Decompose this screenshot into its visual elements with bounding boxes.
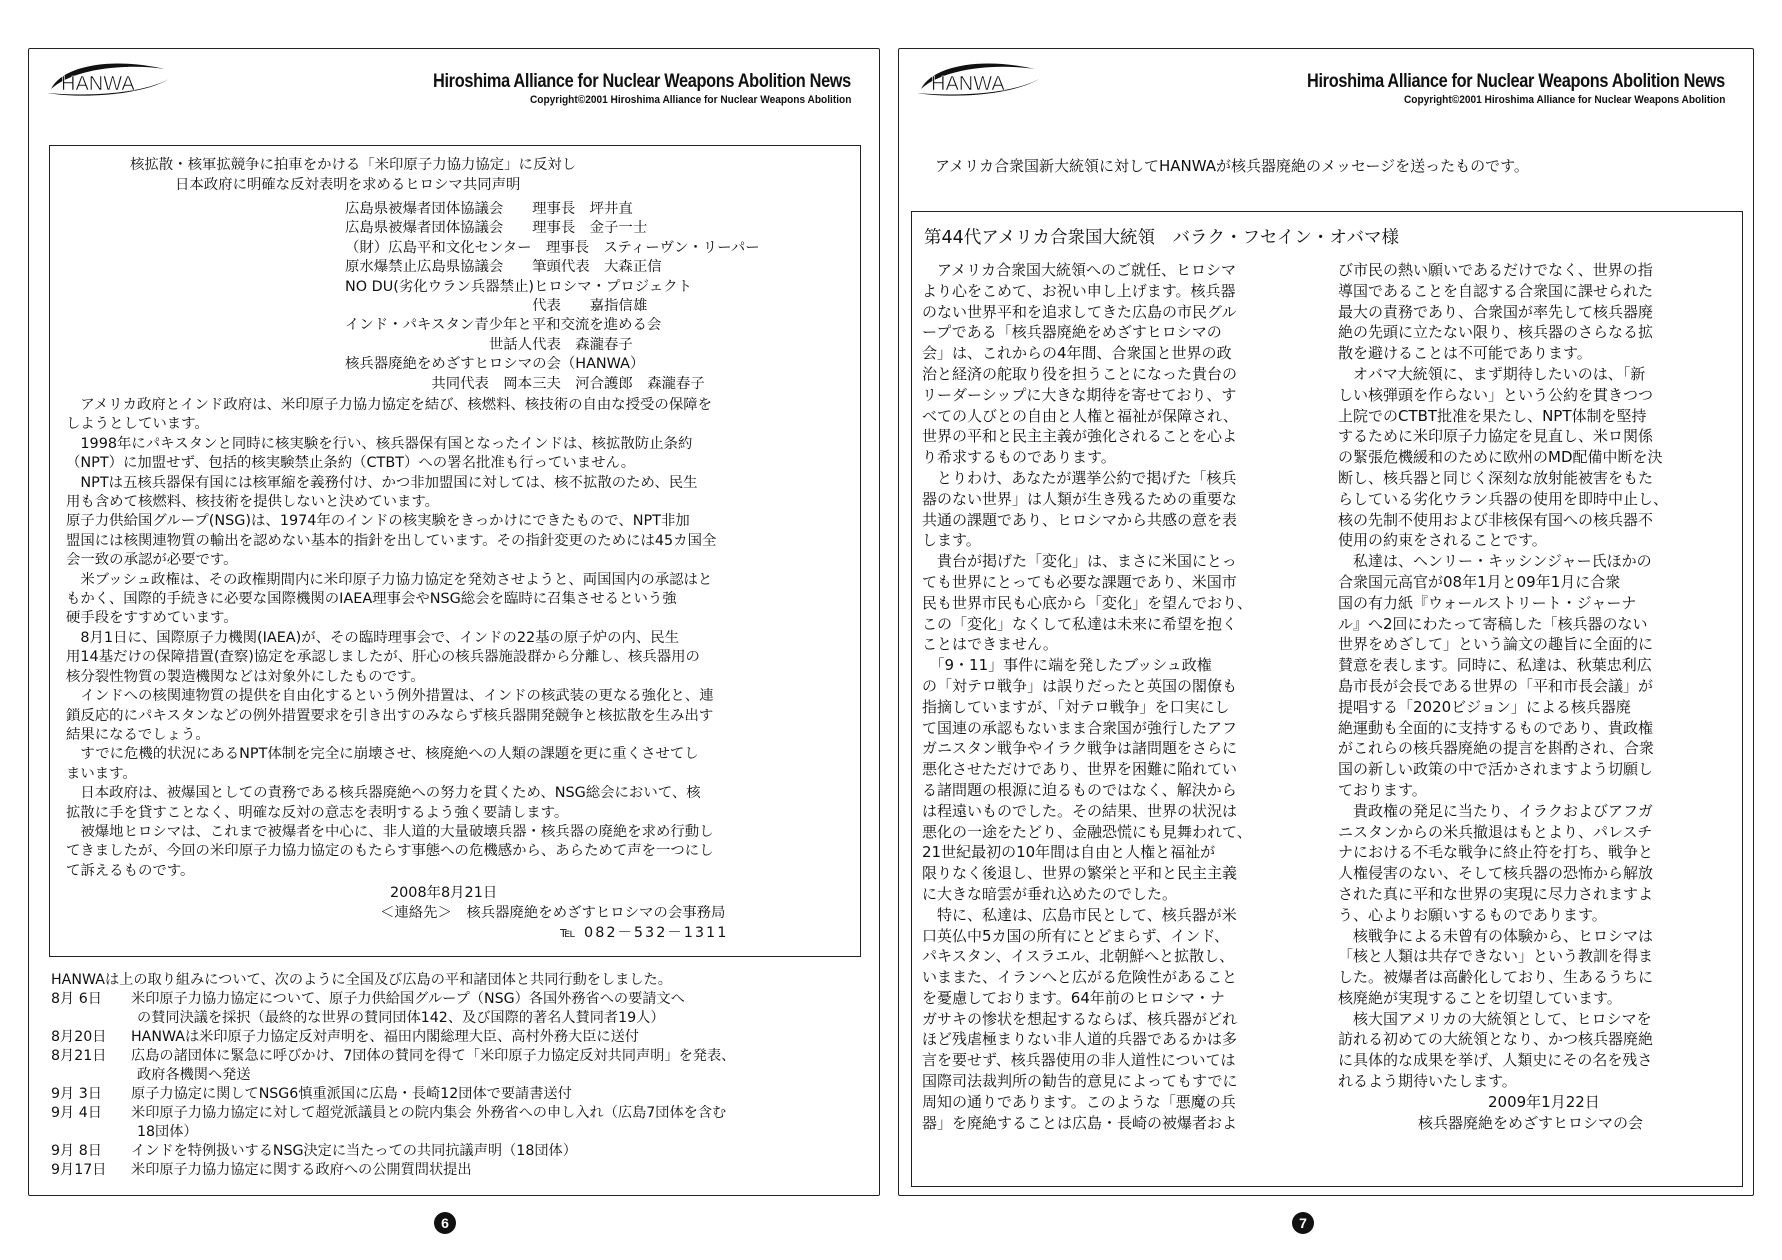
actions-intro: HANWAは上の取り組みについて、次のように全国及び広島の平和諸団体と共同行動をしました。 <box>51 972 672 988</box>
letter-signature: 核兵器廃絶をめざすヒロシマの会 <box>1418 1113 1644 1132</box>
letter-column-right <box>1338 260 1668 1133</box>
letter-line: ほど残虐極まりない非人道的兵器であるかは多 <box>922 1030 1238 1049</box>
letter-line: 私達は、ヘンリー・キッシンジャー氏ほかの <box>1338 552 1652 571</box>
action-text: 政府各機関へ発送 <box>137 1067 251 1083</box>
body-line: もかく、国際的手続きに必要な国際機関のIAEA理事会やNSG総会を臨時に召集させるという強 <box>66 591 677 608</box>
letter-line: 散を避けることは不可能であります。 <box>1338 344 1592 363</box>
body-line: 結果になるでしょう。 <box>66 726 210 743</box>
body-line: 米ブッシュ政権は、その政権期間内に米印原子力協力協定を発効させようと、両国国内の承認はと <box>66 571 713 588</box>
statement-contact: ＜連絡先＞ 核兵器廃絶をめざすヒロシマの会事務局 <box>380 905 726 921</box>
letter-line: 核戦争による未曾有の体験から、ヒロシマは <box>1338 926 1654 945</box>
page-7 <box>898 48 1754 1196</box>
letter-line: 絶の先頭に立たない限り、核兵器のさらなる拡 <box>1338 323 1654 342</box>
letter-line: 使用の約束をされることです。 <box>1338 531 1547 550</box>
action-date: 8月 6日 <box>51 991 102 1007</box>
letter-column-left <box>922 260 1252 1133</box>
signatory: 代表 嘉指信雄 <box>345 298 648 315</box>
hanwa-logo <box>913 59 1043 99</box>
page-6 <box>28 48 880 1196</box>
statement-title-line-1: 核拡散・核軍拡競争に拍車をかける「米印原子力協力協定」に反対し <box>130 157 577 173</box>
body-line: 会一致の承認が必要です。 <box>66 552 238 569</box>
letter-line: に具体的な成果を挙げ、人類史にその名を残さ <box>1338 1051 1653 1070</box>
body-line: 被爆地ヒロシマは、これまで被爆者を中心に、非人道的大量破壊兵器・核兵器の廃絶を求め行動し <box>66 823 714 840</box>
letter-line: らしている劣化ウラン兵器の使用を即時中止し、 <box>1338 489 1669 508</box>
signatory: 原水爆禁止広島県協議会 筆頭代表 大森正信 <box>345 259 662 276</box>
signatory: インド・パキスタン青少年と平和交流を進める会 <box>345 317 662 334</box>
letter-line: リーダーシップに大きな期待を寄せており、す <box>922 385 1237 404</box>
letter-line: 島市長が会長である世界の「平和市長会議」が <box>1338 676 1654 695</box>
letter-line: 賛意を表します。同時に、私達は、秋葉忠利広 <box>1338 656 1652 675</box>
letter-line: 断し、核兵器と同じく深刻な放射能被害をもた <box>1338 468 1654 487</box>
letter-line: 国の新しい政策の中で活かされますよう切願し <box>1338 760 1654 779</box>
action-text: の賛同決議を採択（最終的な世界の賛同団体142、及び国際的著名人賛同者19人） <box>137 1010 665 1026</box>
newsletter-title: Hiroshima Alliance for Nuclear Weapons Abolition News <box>1307 71 1725 92</box>
letter-line: 核大国アメリカの大統領として、ヒロシマを <box>1338 1009 1652 1028</box>
statement-title-line-2: 日本政府に明確な反対表明を求めるヒロシマ共同声明 <box>175 177 521 193</box>
body-line: て訴えるものです。 <box>66 862 195 879</box>
letter-line: がこれらの核兵器廃絶の提言を斟酌され、合衆 <box>1338 739 1654 758</box>
copyright: Copyright©2001 Hiroshima Alliance for Nuclear Weapons Abolition <box>1403 94 1725 106</box>
letter-line: 器」を廃絶することは広島・長崎の被爆者およ <box>922 1113 1238 1132</box>
body-line: すでに危機的状況にあるNPT体制を完全に崩壊させ、核廃絶への人類の課題を更に重くさせてし <box>66 746 699 763</box>
logo-text: HANWA <box>61 73 135 95</box>
letter-line: 合衆国元高官が08年1月と09年1月に合衆 <box>1338 572 1621 591</box>
letter-line: に大きな暗雲が垂れ込めたのでした。 <box>922 884 1178 903</box>
letter-line: 貴政権の発足に当たり、イラクおよびアフガ <box>1338 801 1653 820</box>
action-date: 9月 3日 <box>51 1086 102 1102</box>
letter-line: れるよう期待いたします。 <box>1338 1072 1517 1091</box>
letter-line: ニスタンからの米兵撤退はもとより、パレスチ <box>1338 822 1653 841</box>
letter-line: 共通の課題であり、ヒロシマから共感の意を表 <box>922 510 1238 529</box>
body-line: てきましたが、今回の米印原子力協力協定のもたらす事態への危機感から、あらためて声を一つにし <box>66 843 714 860</box>
letter-line: 提唱する「2020ビジョン」による核兵器廃 <box>1338 697 1631 716</box>
letter-line: 器のない世界」は人類が生き残るための重要な <box>922 489 1238 508</box>
letter-line: 核廃絶が実現することを切望しています。 <box>1338 988 1622 1007</box>
letter-line: は程遠いものでした。その結果、世界の状況は <box>922 801 1238 820</box>
letter-line: いままた、イランへと広がる危険性があること <box>922 968 1238 987</box>
copyright: Copyright©2001 Hiroshima Alliance for Nuclear Weapons Abolition <box>529 94 851 106</box>
letter-line: る諸問題の根源に迫るものではなく、解決から <box>922 780 1237 799</box>
signatory: 核兵器廃絶をめざすヒロシマの会（HANWA） <box>345 356 645 373</box>
page-header <box>29 49 879 107</box>
statement-date: 2008年8月21日 <box>390 885 498 901</box>
body-line: しようとしています。 <box>66 416 209 433</box>
letter-line: オバマ大統領に、まず期待したいのは、「新 <box>1338 364 1646 383</box>
letter-line: り希求するものであります。 <box>922 448 1116 467</box>
letter-line: ガニスタン戦争やイラク戦争は諸問題をさらに <box>922 739 1238 758</box>
signatory: 広島県被爆者団体協議会 理事長 坪井直 <box>345 201 633 217</box>
letter-line: 悪化させただけであり、世界を困難に陥れてい <box>922 760 1238 779</box>
letter-line: ープである「核兵器廃絶をめざすヒロシマの <box>922 323 1222 342</box>
letter-line: 特に、私達は、広島市民として、核兵器が米 <box>922 905 1237 924</box>
intro-text: アメリカ合衆国新大統領に対してHANWAが核兵器廃絶のメッセージを送ったものです。 <box>935 157 1529 175</box>
action-item <box>51 1142 735 1161</box>
letter-line: 民も世界市民も心底から「変化」を望んでおり、 <box>922 593 1253 612</box>
signatories-list <box>345 200 760 394</box>
statement-body <box>66 396 716 881</box>
letter-box <box>911 211 1743 1187</box>
letter-line: しい核弾頭を作らない」という公約を貫きつつ <box>1338 385 1654 404</box>
action-text: 米印原子力協力協定に関する政府への公開質問状提出 <box>131 1162 472 1178</box>
action-item <box>51 1161 735 1180</box>
letter-line: 周知の通りであります。このような「悪魔の兵 <box>922 1092 1236 1111</box>
action-text: 18団体） <box>137 1124 198 1140</box>
letter-line: より心をこめて、お祝い申し上げます。核兵器 <box>922 281 1236 300</box>
letter-line: 「核と人類は共存できない」という教訓を得ま <box>1338 947 1654 966</box>
action-text: インドを特例扱いするNSG決定に当たっての共同抗議声明（18団体） <box>131 1143 577 1159</box>
action-date: 9月17日 <box>51 1162 107 1178</box>
letter-line: 訪れる初めての大統領となり、かつ核兵器廃絶 <box>1338 1030 1654 1049</box>
signatory: 共同代表 岡本三夫 河合護郎 森瀧春子 <box>345 375 705 392</box>
letter-line: 会」は、これからの4年間、合衆国と世界の政 <box>922 344 1232 363</box>
letter-line: ル』へ2回にわたって寄稿した「核兵器のない <box>1338 614 1648 633</box>
letter-line: 絶運動も全面的に支持するものであり、貴政権 <box>1338 718 1654 737</box>
page-number-6: 6 <box>434 1212 456 1234</box>
letter-line: 上院でのCTBT批准を果たし、NPT体制を堅持 <box>1338 406 1647 425</box>
logo-text: HANWA <box>931 73 1005 95</box>
action-date: 8月20日 <box>51 1029 107 1045</box>
letter-line: 限りなく後退し、世界の繁栄と平和と民主主義 <box>922 864 1238 883</box>
action-date: 9月 8日 <box>51 1143 102 1159</box>
body-line: NPTは五核兵器保有国には核軍縮を義務付け、かつ非加盟国に対しては、核不拡散のため、民生 <box>66 474 698 491</box>
letter-line: します。 <box>922 531 981 550</box>
letter-line: ことはできません。 <box>922 635 1058 654</box>
body-line: 盟国には核関連物質の輸出を認めない基本的指針を出しています。その指針変更のためには45カ国全 <box>66 532 717 549</box>
action-item <box>51 1047 735 1085</box>
body-line: 8月1日に、国際原子力機関(IAEA)が、その臨時理事会で、インドの22基の原子炉の内、民生 <box>66 629 680 646</box>
letter-line: 世界をめざして」という論文の趣旨に全面的に <box>1338 635 1654 654</box>
body-line: 核分裂性物質の製造機関などは対象外にしたものです。 <box>66 668 425 685</box>
joint-statement-box <box>49 145 861 957</box>
body-line: 硬手段をすすめています。 <box>66 610 238 627</box>
hanwa-logo <box>43 59 173 99</box>
action-item <box>51 1028 735 1047</box>
letter-line: 世界の平和と民主主義が強化されることを心よ <box>922 427 1238 446</box>
statement-phone: ℡ 082－532－1311 <box>560 925 729 941</box>
page-number-7: 7 <box>1292 1212 1314 1234</box>
body-line: インドへの核関連物質の提供を自由化するという例外措置は、インドの核武装の更なる強化と、連 <box>66 688 714 705</box>
action-text: HANWAは米印原子力協定反対声明を、福田内閣総理大臣、高村外務大臣に送付 <box>131 1029 639 1045</box>
body-line: （NPT）に加盟せず、包括的核実験禁止条約（CTBT）への署名批准も行っていません。 <box>66 455 636 472</box>
action-date: 9月 4日 <box>51 1105 102 1121</box>
action-item <box>51 1104 735 1142</box>
body-line: 用14基だけの保障措置(査察)協定を承認しましたが、肝心の核兵器施設群から分離し、核兵器用の <box>66 649 700 666</box>
letter-line: 人権侵害のない、そして核兵器の恐怖から解放 <box>1338 864 1654 883</box>
signatory: NO DU(劣化ウラン兵器禁止)ヒロシマ・プロジェクト <box>345 278 693 295</box>
letter-line: べての人びとの自由と人権と福祉が保障され、 <box>922 406 1238 425</box>
letter-line: された真に平和な世界の実現に尽力されますよ <box>1338 884 1654 903</box>
letter-line: 導国であることを自認する合衆国に課せられた <box>1338 281 1654 300</box>
action-text: 広島の諸団体に緊急に呼びかけ、7団体の賛同を得て「米印原子力協定反対共同声明」を発表、 <box>131 1048 736 1064</box>
signatory: 広島県被爆者団体協議会 理事長 金子一士 <box>345 220 648 237</box>
body-line: 日本政府は、被爆国としての責務である核兵器廃絶への努力を貫くため、NSG総会において、核 <box>66 785 701 802</box>
letter-line: アメリカ合衆国大統領へのご就任、ヒロシマ <box>922 261 1236 279</box>
letter-line: 指摘していますが、「対テロ戦争」を口実にし <box>922 697 1230 716</box>
letter-line: この「変化」なくして私達は未来に希望を抱く <box>922 614 1238 633</box>
letter-date: 2009年1月22日 <box>1488 1092 1600 1111</box>
body-line: まいます。 <box>66 765 137 782</box>
action-item <box>51 990 735 1028</box>
letter-line: 「9・11」事件に端を発したブッシュ政権 <box>922 656 1212 675</box>
body-line: 鎖反応的にパキスタンなどの例外措置要求を引き出すのみならず核兵器開発競争と核拡散を生み出す <box>66 707 714 724</box>
action-text: 米印原子力協力協定に対して超党派議員との院内集会 外務省への申し入れ（広島7団体を含む <box>131 1105 727 1121</box>
letter-line: ても世界にとっても必要な課題であり、米国市 <box>922 572 1237 591</box>
action-item <box>51 1085 735 1104</box>
letter-line: とりわけ、あなたが選挙公約で掲げた「核兵 <box>922 468 1237 487</box>
page-header <box>899 49 1753 107</box>
letter-line: を憂慮しております。64年前のヒロシマ・ナ <box>922 988 1225 1007</box>
letter-line: 最大の責務であり、合衆国が率先して核兵器廃 <box>1338 302 1654 321</box>
letter-line: パキスタン、イスラエル、北朝鮮へと拡散し、 <box>922 947 1235 966</box>
letter-line: 核の先制不使用および非核保有国への核兵器不 <box>1338 510 1654 529</box>
newsletter-title: Hiroshima Alliance for Nuclear Weapons Abolition News <box>433 71 851 92</box>
letter-line: ナにおける不毛な戦争に終止符を打ち、戦争と <box>1338 843 1654 862</box>
signatory: 世話人代表 森瀧春子 <box>345 336 633 353</box>
action-text: 原子力協定に関してNSG6慎重派国に広島・長崎12団体で要請書送付 <box>131 1086 572 1102</box>
letter-line: の緊張危機緩和のために欧州のMD配備中断を決 <box>1338 448 1663 467</box>
body-line: 1998年にパキスタンと同時に核実験を行い、核兵器保有国となったインドは、核拡散防止条約 <box>66 435 693 452</box>
letter-line: のない世界平和を追求してきた広島の市民グル <box>922 302 1237 321</box>
body-line: 拡散に手を貸すことなく、明確な反対の意志を表明するよう強く要請します。 <box>66 804 569 821</box>
letter-line: て国連の承認もないまま合衆国が強行したアフ <box>922 718 1238 737</box>
letter-line: ております。 <box>1338 780 1427 799</box>
letter-line: した。被爆者は高齢化しており、生あるうちに <box>1338 968 1654 987</box>
body-line: 用も含めて核燃料、核技術を提供しないと決めています。 <box>66 494 440 511</box>
action-text: 米印原子力協力協定について、原子力供給国グループ（NSG）各国外務省への要請文へ <box>131 991 685 1007</box>
letter-line: 国の有力紙『ウォールストリート・ジャーナ <box>1338 593 1637 612</box>
letter-title: 第44代アメリカ合衆国大統領 バラク・フセイン・オバマ様 <box>924 228 1399 248</box>
letter-line: び市民の熱い願いであるだけでなく、世界の指 <box>1338 261 1653 279</box>
letter-line: 国際司法裁判所の勧告的意見によってもすでに <box>922 1072 1238 1091</box>
letter-line: 貴台が掲げた「変化」は、まさに米国にとっ <box>922 552 1237 571</box>
body-line: 原子力供給国グループ(NSG)は、1974年のインドの核実験をきっかけにできたもので、NPT非加 <box>66 513 690 530</box>
body-line: アメリカ政府とインド政府は、米印原子力協力協定を結び、核燃料、核技術の自由な授受の保障を <box>66 397 712 413</box>
letter-line: う、心よりお願いするものであります。 <box>1338 905 1607 924</box>
letter-line: の「対テロ戦争」は誤りだったと英国の閣僚も <box>922 676 1238 695</box>
letter-line: 治と経済の舵取り役を担うことになった貴台の <box>922 364 1238 383</box>
letter-line: 21世紀最初の10年間は自由と人権と福祉が <box>922 843 1216 862</box>
actions-list <box>51 990 735 1180</box>
letter-line: ガサキの惨状を想起するならば、核兵器がどれ <box>922 1009 1238 1028</box>
letter-line: 言を要せず、核兵器使用の非人道性については <box>922 1051 1236 1070</box>
action-date: 8月21日 <box>51 1048 107 1064</box>
letter-line: 口英仏中5カ国の所有にとどまらず、インド、 <box>922 926 1229 945</box>
letter-line: 悪化の一途をたどり、金融恐慌にも見舞われて、 <box>922 822 1252 841</box>
signatory: （財）広島平和文化センター 理事長 スティーヴン・リーパー <box>345 239 760 256</box>
letter-line: するために米印原子力協定を見直し、米ロ関係 <box>1338 427 1654 446</box>
